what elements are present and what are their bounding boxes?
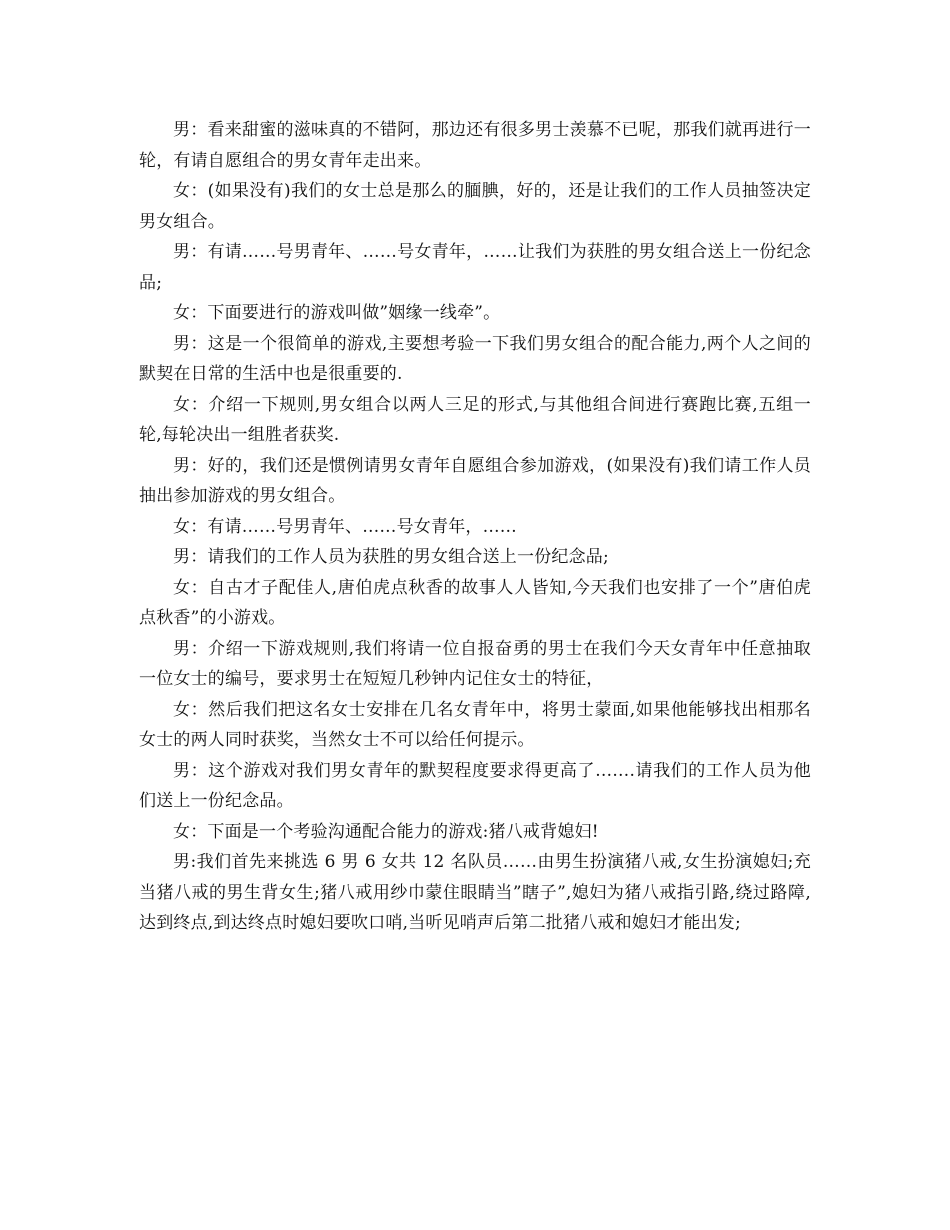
paragraph-5: 男：这是一个很简单的游戏,主要想考验一下我们男女组合的配合能力,两个人之间的默契在日常的生活中也是很重要的.	[139, 333, 811, 384]
paragraph-2: 女：(如果没有)我们的女士总是那么的腼腆，好的，还是让我们的工作人员抽签决定男女组合。	[139, 181, 811, 232]
paragraph-12: 女：然后我们把这名女士安排在几名女青年中，将男士蒙面,如果他能够找出相那名女士的两人同时获奖，当然女士不可以给任何提示。	[139, 699, 811, 750]
paragraph-10: 女：自古才子配佳人,唐伯虎点秋香的故事人人皆知,今天我们也安排了一个”唐伯虎点秋香”的小游戏。	[139, 577, 811, 628]
paragraph-6: 女：介绍一下规则,男女组合以两人三足的形式,与其他组合间进行赛跑比赛,五组一轮,每轮决出一组胜者获奖.	[139, 394, 811, 445]
paragraph-11: 男：介绍一下游戏规则,我们将请一位自报奋勇的男士在我们今天女青年中任意抽取一位女士的编号，要求男士在短短几秒钟内记住女士的特征，	[139, 638, 811, 689]
paragraph-15: 男:我们首先来挑选 6 男 6 女共 12 名队员……由男生扮演猪八戒,女生扮演媳妇;充当猪八戒的男生背女生;猪八戒用纱巾蒙住眼睛当”瞎子”,媳妇为猪八戒指引路,绕过路障,达到终点,到达终点时媳妇要吹口哨,当听见哨声后第二批猪八戒和媳妇才能出发;	[139, 852, 811, 933]
document-body	[139, 115, 811, 939]
paragraph-8: 女：有请……号男青年、……号女青年，……	[173, 516, 517, 537]
paragraph-14: 女：下面是一个考验沟通配合能力的游戏:猪八戒背媳妇!	[173, 821, 599, 842]
paragraph-4: 女：下面要进行的游戏叫做”姻缘一线牵”。	[173, 303, 501, 323]
paragraph-9: 男：请我们的工作人员为获胜的男女组合送上一份纪念品;	[173, 547, 609, 567]
paragraph-1: 男：看来甜蜜的滋味真的不错阿，那边还有很多男士羡慕不已呢，那我们就再进行一轮，有请自愿组合的男女青年走出来。	[139, 120, 811, 171]
paragraph-3: 男：有请……号男青年、……号女青年，……让我们为获胜的男女组合送上一份纪念品;	[139, 242, 811, 293]
paragraph-7: 男：好的，我们还是惯例请男女青年自愿组合参加游戏，(如果没有)我们请工作人员抽出参加游戏的男女组合。	[139, 455, 811, 506]
paragraph-13: 男：这个游戏对我们男女青年的默契程度要求得更高了…….请我们的工作人员为他们送上一份纪念品。	[139, 760, 811, 811]
